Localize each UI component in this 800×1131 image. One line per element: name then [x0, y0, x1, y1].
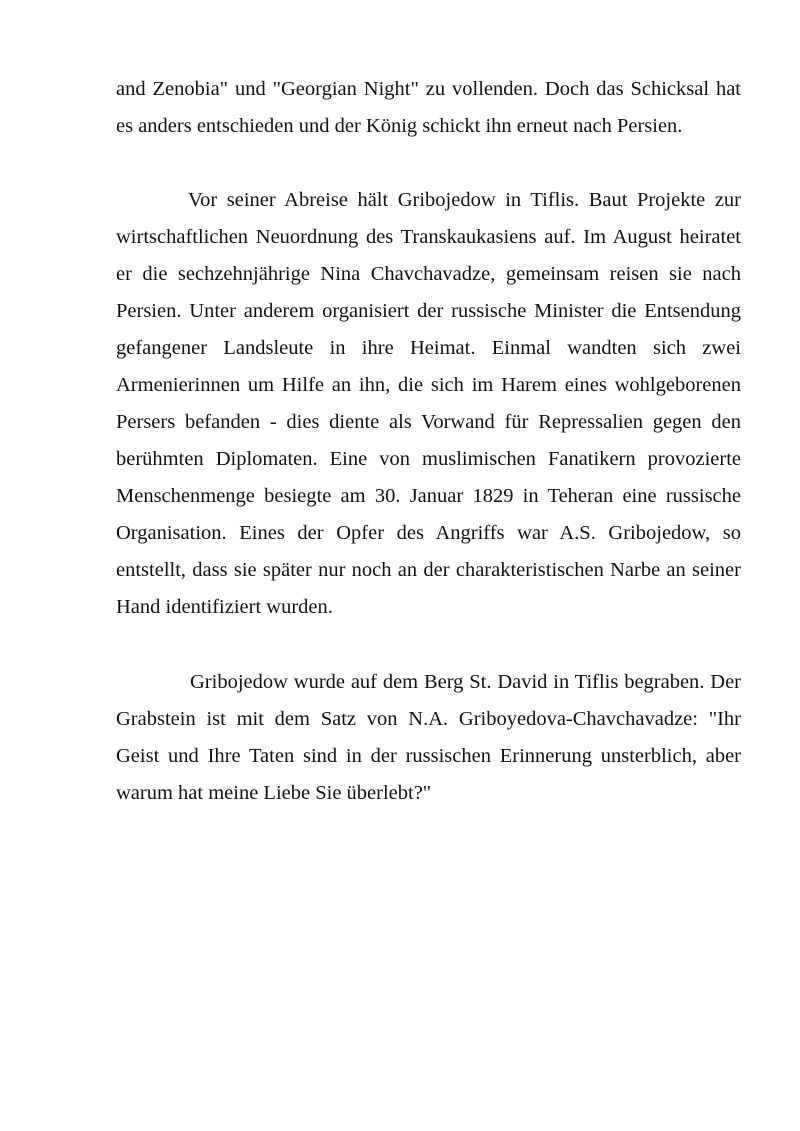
paragraph-departure: Vor seiner Abreise hält Gribojedow in Tiflis. Baut Projekte zur wirtschaftlichen Neuordnung des Transkaukasiens auf. Im August heiratet er die sechzehnjährige Nina Chavchavadze, gemeinsam reisen sie nach Persien. Unter anderem organisiert der russische Minister die Entsendung gefangener Landsleute in ihre Heimat. Einmal wandten sich zwei Armenierinnen um Hilfe an ihn, die sich im Harem eines wohlgeborenen Persers befanden - dies diente als Vorwand für Repressalien gegen den berühmten Diplomaten. Eine von muslimischen Fanatikern provozierte Menschenmenge besiegte am 30. Januar 1829 in Teheran eine russische Organisation. Eines der Opfer des Angriffs war A.S. Gribojedow, so entstellt, dass sie später nur noch an der charakteristischen Narbe an seiner Hand identifiziert wurden. [116, 189, 741, 618]
paragraph-continuation: and Zenobia" und "Georgian Night" zu vollenden. Doch das Schicksal hat es anders entschieden und der König schickt ihn erneut nach Persien. [116, 78, 741, 137]
paragraph-burial: Gribojedow wurde auf dem Berg St. David in Tiflis begraben. Der Grabstein ist mit dem Satz von N.A. Griboyedova-Chavchavadze: "Ihr Geist und Ihre Taten sind in der russischen Erinnerung unsterblich, aber warum hat meine Liebe Sie überlebt?" [116, 671, 741, 804]
